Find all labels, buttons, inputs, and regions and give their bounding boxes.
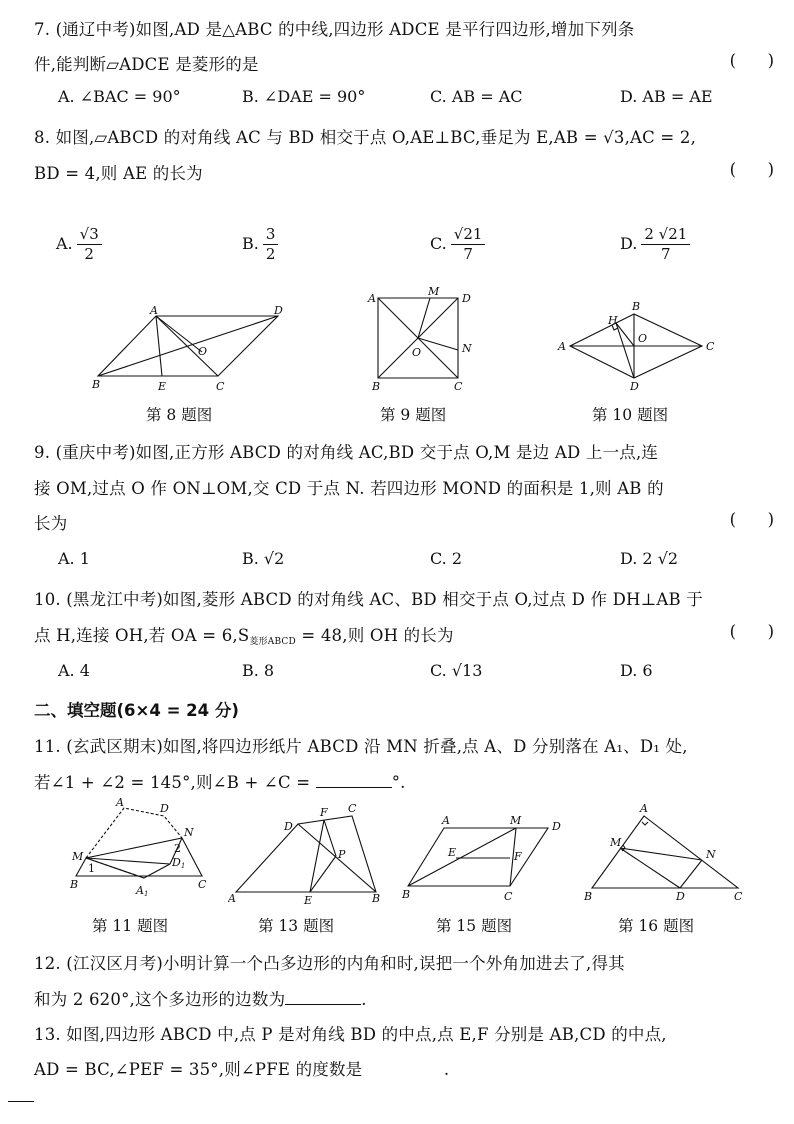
svg-text:C: C (348, 804, 357, 815)
svg-text:B: B (584, 890, 593, 903)
svg-text:A: A (150, 304, 158, 317)
svg-text:O: O (198, 345, 208, 358)
figure-16 (578, 804, 748, 906)
svg-text:A: A (368, 292, 376, 305)
q9-answer-paren: ( ) (729, 510, 774, 529)
q7-option-a: A. ∠BAC = 90° (58, 87, 181, 106)
svg-text:C: C (454, 380, 463, 393)
svg-text:1: 1 (88, 862, 95, 875)
figure-11-caption: 第 11 题图 (92, 917, 169, 935)
q8-option-b: B. $\frac{3}{2}$ (242, 225, 278, 264)
q10-line1: 10. (黑龙江中考)如图,菱形 ABCD 的对角线 AC、BD 相交于点 O,过点 D 作 DH⊥AB 于 (34, 590, 703, 609)
figure-9-caption: 第 9 题图 (380, 406, 447, 424)
q7-line1: 7. (通辽中考)如图,AD 是△ABC 的中线,四边形 ADCE 是平行四边形,增加下列条 (34, 20, 635, 39)
svg-text:M: M (510, 814, 522, 827)
q12-line1: 12. (江汉区月考)小明计算一个凸多边形的内角和时,误把一个外角加进去了,得其 (34, 954, 625, 973)
figure-8 (86, 300, 296, 392)
q9-option-c: C. 2 (430, 549, 463, 568)
svg-text:E: E (304, 894, 313, 906)
figure-13 (228, 804, 388, 906)
svg-text:B: B (632, 300, 641, 313)
svg-text:D: D (462, 292, 471, 305)
figure-9 (364, 284, 474, 394)
section-2-heading: 二、填空题(6×4 = 24 分) (34, 701, 239, 720)
svg-text:A: A (228, 892, 236, 905)
q8-answer-paren: ( ) (729, 160, 774, 179)
svg-text:O: O (412, 346, 422, 359)
figure-8-caption: 第 8 题图 (146, 406, 213, 424)
q9-line2: 接 OM,过点 O 作 ON⊥OM,交 CD 于点 N. 若四边形 MOND 的面积是 1,则 AB 的 (34, 479, 664, 498)
q7-option-b: B. ∠DAE = 90° (242, 87, 366, 106)
q10-option-c: C. √13 (430, 661, 483, 680)
svg-text:C: C (216, 380, 225, 392)
figure-10-caption: 第 10 题图 (592, 406, 669, 424)
q10-answer-paren: ( ) (729, 622, 774, 641)
svg-text:A: A (558, 340, 566, 353)
q8-line1: 8. 如图,▱ABCD 的对角线 AC 与 BD 相交于点 O,AE⊥BC,垂足为 E,AB = √3,AC = 2, (34, 128, 697, 147)
svg-text:D: D (284, 820, 293, 833)
svg-text:C: C (504, 890, 513, 903)
q8-option-a: A. $\frac{√3}{2}$ (56, 225, 102, 264)
svg-text:A: A (640, 804, 648, 815)
q13-answer-blank[interactable] (368, 1059, 444, 1075)
svg-text:A: A (442, 814, 450, 827)
svg-text:D: D (630, 380, 639, 392)
q7-answer-paren: ( ) (729, 51, 774, 70)
svg-text:M: M (610, 836, 622, 849)
svg-text:N: N (706, 848, 716, 861)
svg-text:E: E (448, 846, 457, 859)
svg-text:B: B (372, 380, 381, 393)
svg-text:B: B (402, 888, 411, 901)
q12-line2: 和为 2 620°,这个多边形的边数为 . (34, 990, 367, 1009)
q13-line1: 13. 如图,四边形 ABCD 中,点 P 是对角线 BD 的中点,点 E,F 分别是 AB,CD 的中点, (34, 1025, 667, 1044)
svg-text:M: M (428, 285, 440, 298)
svg-text:B: B (92, 378, 101, 391)
svg-text:B: B (372, 892, 381, 905)
figure-15-caption: 第 15 题图 (436, 917, 513, 935)
q9-option-a: A. 1 (58, 549, 90, 568)
svg-text:B: B (70, 878, 79, 891)
svg-text:M: M (72, 850, 84, 863)
svg-text:A1: A1 (136, 884, 149, 898)
figure-13-caption: 第 13 题图 (258, 917, 335, 935)
q9-line3: 长为 (34, 514, 68, 533)
svg-text:F: F (514, 850, 522, 863)
svg-text:P: P (338, 848, 346, 861)
q8-option-d: D. $\frac{2 √21}{7}$ (620, 225, 690, 264)
q8-option-c: C. $\frac{√21}{7}$ (430, 225, 485, 264)
figure-11 (66, 794, 216, 906)
svg-text:D: D (552, 820, 561, 833)
svg-text:A: A (116, 796, 124, 809)
svg-text:C: C (734, 890, 743, 903)
q10-option-b: B. 8 (242, 661, 275, 680)
q7-option-c: C. AB = AC (430, 87, 523, 106)
q13-line2: AD = BC,∠PEF = 35°,则∠PFE 的度数是 . (34, 1060, 450, 1079)
svg-text:D: D (160, 802, 169, 815)
q7-option-d: D. AB = AE (620, 87, 713, 106)
q10-line2: 点 H,连接 OH,若 OA = $6,S_{菱形ABCD} = 48$,则 OH 的长为 (34, 626, 454, 647)
svg-text:D: D (676, 890, 685, 903)
q9-line1: 9. (重庆中考)如图,正方形 ABCD 的对角线 AC,BD 交于点 O,M 是边 AD 上一点,连 (34, 443, 659, 462)
q11-answer-blank[interactable] (316, 771, 392, 788)
q9-option-b: B. √2 (242, 549, 285, 568)
svg-text:N: N (184, 826, 194, 839)
svg-text:H: H (608, 314, 618, 327)
svg-text:F: F (320, 806, 328, 819)
q9-option-d: D. 2 √2 (620, 549, 679, 568)
figure-10 (552, 296, 722, 392)
q10-option-a: A. 4 (58, 661, 90, 680)
svg-text:C: C (198, 878, 207, 891)
figure-15 (398, 810, 578, 906)
svg-text:N: N (462, 342, 472, 355)
svg-text:D1: D1 (172, 856, 186, 870)
q11-line2: 若∠1 + ∠2 = 145°,则∠B + ∠C = °. (34, 773, 406, 792)
figure-16-caption: 第 16 题图 (618, 917, 695, 935)
svg-text:D: D (274, 304, 283, 317)
footer-rule (8, 1101, 34, 1102)
svg-text:O: O (638, 332, 648, 345)
q8-line2: BD = 4,则 AE 的长为 (34, 164, 203, 183)
q12-answer-blank[interactable] (285, 988, 361, 1005)
svg-text:E: E (158, 380, 167, 392)
q10-option-d: D. 6 (620, 661, 653, 680)
q7-line2: 件,能判断▱ADCE 是菱形的是 (34, 55, 259, 74)
q11-line1: 11. (玄武区期末)如图,将四边形纸片 ABCD 沿 MN 折叠,点 A、D 分别落在 A₁、D₁ 处, (34, 737, 688, 756)
svg-text:2: 2 (174, 842, 181, 855)
svg-text:C: C (706, 340, 715, 353)
